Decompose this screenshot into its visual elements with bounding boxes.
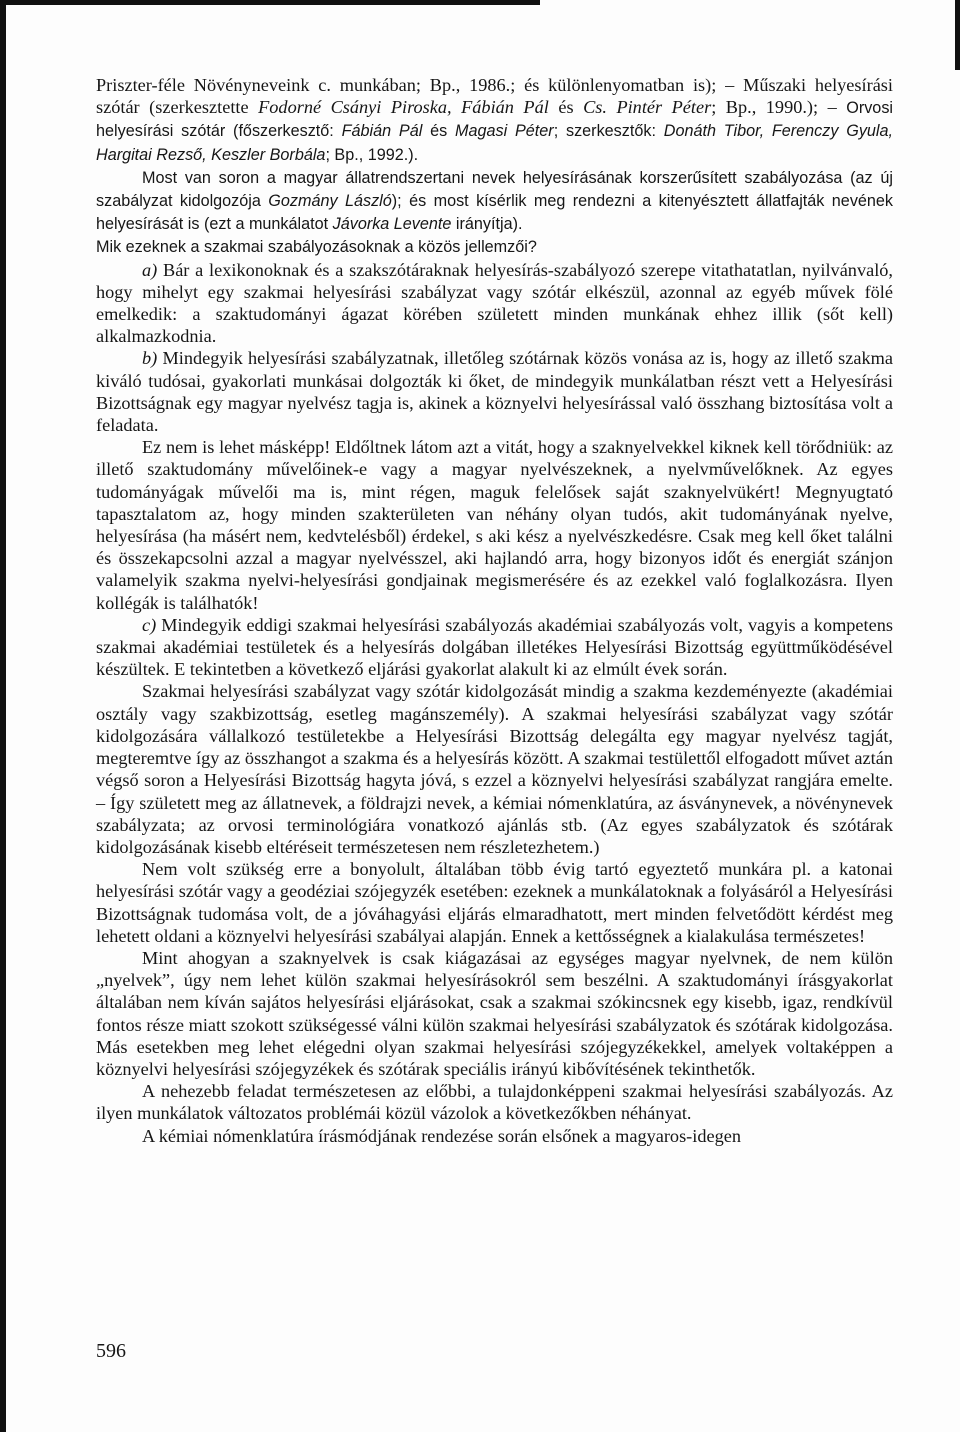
text-run: Bár a lexikonoknak és a szakszótáraknak helyesírás-szabályozó szerepe vitathatatlan, nyilvánvaló, hogy mihelyt egy szakmai helyesírási szabályzat vagy szótár elkészül, azonnal az egyéb művek fölé emelkedik: a szaktudományi ágazat körében született minden munkának ehhez illik (sőt kell) alkalmazkodnia. <box>96 259 893 347</box>
text-run: Mint ahogyan a szaknyelvek is csak kiágazásai az egységes magyar nyelvnek, de nem külön „nyelvek”, úgy nem lehet külön szakmai helyesírásokról sem beszélni. A szaktudományi írásgyakorlat általában nem kíván sajátos helyesírási eljárásokat, csak a szakmai szókincsnek egy kisebb, igaz, rendkívül fontos része miatt szokott szükségessé válni külön szakmai helyesírási szabályzatok és szótárak kidolgozása. Más esetekben meg lehet elégedni olyan szakmai helyesírási szójegyzékekkel, amelyek voltaképpen a köznyelvi helyesírási szójegyzékek és szótárak speciális irányú kibővítésének tekinthetők. <box>96 947 893 1079</box>
text-run: Fodorné Csányi Piroska, Fábián Pál <box>258 97 549 118</box>
text-run: A nehezebb feladat természetesen az előbbi, a tulajdonképpeni szakmai helyesírási szabályozás. Az ilyen munkálatok változatos problémái közül vázolok a következőkben néhányat. <box>96 1081 893 1124</box>
text-run: ; Bp., 1992.). <box>325 145 419 164</box>
text-run: Mik ezeknek a szakmai szabályozásoknak a közös jellemzői? <box>96 238 537 257</box>
paragraph <box>96 166 893 236</box>
text-run: és <box>548 97 584 118</box>
text-run: Fábián Pál <box>341 122 423 141</box>
text-run: Gozmány László <box>268 192 392 211</box>
text-run: Szakmai helyesírási szabályzat vagy szótár kidolgozását mindig a szakma kezdeményezte (akadémiai osztály vagy szakbizottság, esetleg magánszemély). A szakmai helyesírási szabályzat vagy szótár kidolgozására vállalkozó testületekbe a Helyesírási Bizottság delegálta egy magyar nyelvész tagját, megteremtve így az összhangot a szakma és a helyesírás között. A szakmai testülettől elfogadott művet aztán végső soron a Helyesírási Bizottság hagyta jóvá, s ezzel a köznyelvi helyesírási szabályzat rangjára emelte. – Így született meg az állatnevek, a földrajzi nevek, a kémiai nómenklatúra, az ásványnevek, a növénynevek szabályzata; az orvosi terminológiára vonatkozó ajánlás stb. (Az egyes szabályzatok és szótárak kidolgozásának kisebb eltéréseit természetesen nem részletezhetem.) <box>96 681 893 857</box>
text-run: ); és most kísérlik meg rendezni a kitenyésztett állatfajták nevének helyesírását is (ezt a munkálatot <box>96 192 894 234</box>
text-run: irányítja). <box>451 215 523 234</box>
paragraph <box>96 1125 893 1147</box>
text-run: a) <box>142 259 158 280</box>
text-run: Priszter-féle Növényneveink c. munkában; Bp., 1986.; és különlenyomatban is); – Műszaki helyesírási szótár (szerkesztette <box>96 75 893 118</box>
text-run: Orvosi helyesírási szótár (főszerkesztő: <box>96 99 894 141</box>
paragraph <box>96 1080 893 1124</box>
text-run: Ez nem is lehet másképp! Eldőltnek látom azt a vitát, hogy a szaknyelvekkel kiknek kell törődniük: az illető szaktudomány művelőinek-e vagy a magyar nyelvészeknek, a nyelvművelőknek. Az egyes tudományágak művelői ma is, mint régen, maguk felelősek saját szaknyelvükért! Megnyugtató tapasztalatom az, hogy minden szakterületen van néhány olyan tudós, akit tudományának nyelve, helyesírása (ha másért nem, kedvtelésből) érdekel, s aki kész a nyelvészkedésre. Csak meg kell őket találni és összekapcsolni azzal a magyar nyelvésszel, aki hajlandó arra, hogy bizonyos időt és energiát szánjon valamelyik szakma nyelvi-helyesírási gondjainak megismerésére és az ezekkel való foglalkozásra. Ilyen kollégák is találhatók! <box>96 437 893 613</box>
text-run: Most van soron a magyar állatrendszertani nevek helyesírásának korszerűsített szabályozása (az új szabályzat kidolgozója <box>96 168 893 211</box>
text-run: Cs. Pintér Péter <box>583 97 712 118</box>
paragraph <box>96 614 893 681</box>
paragraph <box>96 858 893 947</box>
text-run: Mindegyik helyesírási szabályzatnak, illetőleg szótárnak közös vonása az is, hogy az illető szakma kiváló tudósai, gyakorlati munkásai dolgozták ki őket, de mindegyik munkálatban részt vett a Helyesírási Bizottságnak egy magyar nyelvész tagja is, akinek a köznyelvi helyesírással való összhang biztosítása volt a feladata. <box>96 348 893 436</box>
text-run: Jávorka Levente <box>332 215 452 234</box>
paragraph <box>96 235 893 258</box>
paragraph <box>96 947 893 1080</box>
text-run: b) <box>142 348 158 369</box>
paragraph <box>96 259 893 348</box>
text-run: Mindegyik eddigi szakmai helyesírási szabályozás akadémiai szabályozás volt, vagyis a kompetens szakmai akadémiai testületek és a helyesírás dolgában illetékes Helyesírási Bizottság együttműködésével készültek. E tekintetben a következő eljárási gyakorlat alakult ki az elmúlt évek során. <box>96 614 893 680</box>
paragraph <box>96 74 893 166</box>
text-run: Nem volt szükség erre a bonyolult, általában több évig tartó egyeztető munkára pl. a katonai helyesírási szótár vagy a geodéziai szójegyzék esetében: ezeknek a munkálatoknak a folyásáról a Helyesírási Bizottságnak tudomása volt, de a jóváhagyási eljárás elmaradhatott, mert minden felvetődött kérdést meg lehetett oldani a köznyelvi helyesírási szabályai alapján. Ennek a kettősségnek a kialakulása természetes! <box>96 859 893 946</box>
text-run: ; szerkesztők: <box>553 122 664 141</box>
page-body <box>96 74 893 1147</box>
page-number: 596 <box>96 1340 126 1362</box>
paragraph <box>96 680 893 858</box>
text-run: Magasi Péter <box>455 122 554 141</box>
text-run: és <box>422 122 456 141</box>
scan-border-left <box>0 0 6 1432</box>
text-run: A kémiai nómenklatúra írásmódjának rendezése során elsőnek a magyaros-idegen <box>142 1125 741 1146</box>
text-run: c) <box>142 614 157 635</box>
paragraph <box>96 436 893 614</box>
text-run: ; Bp., 1990.); – <box>711 97 847 118</box>
paragraph <box>96 347 893 436</box>
scan-border-right <box>955 0 960 70</box>
text-run: Donáth Tibor, Ferenczy Gyula, Hargitai Rezső, Keszler Borbála <box>96 122 894 164</box>
scan-border-top <box>0 0 540 5</box>
